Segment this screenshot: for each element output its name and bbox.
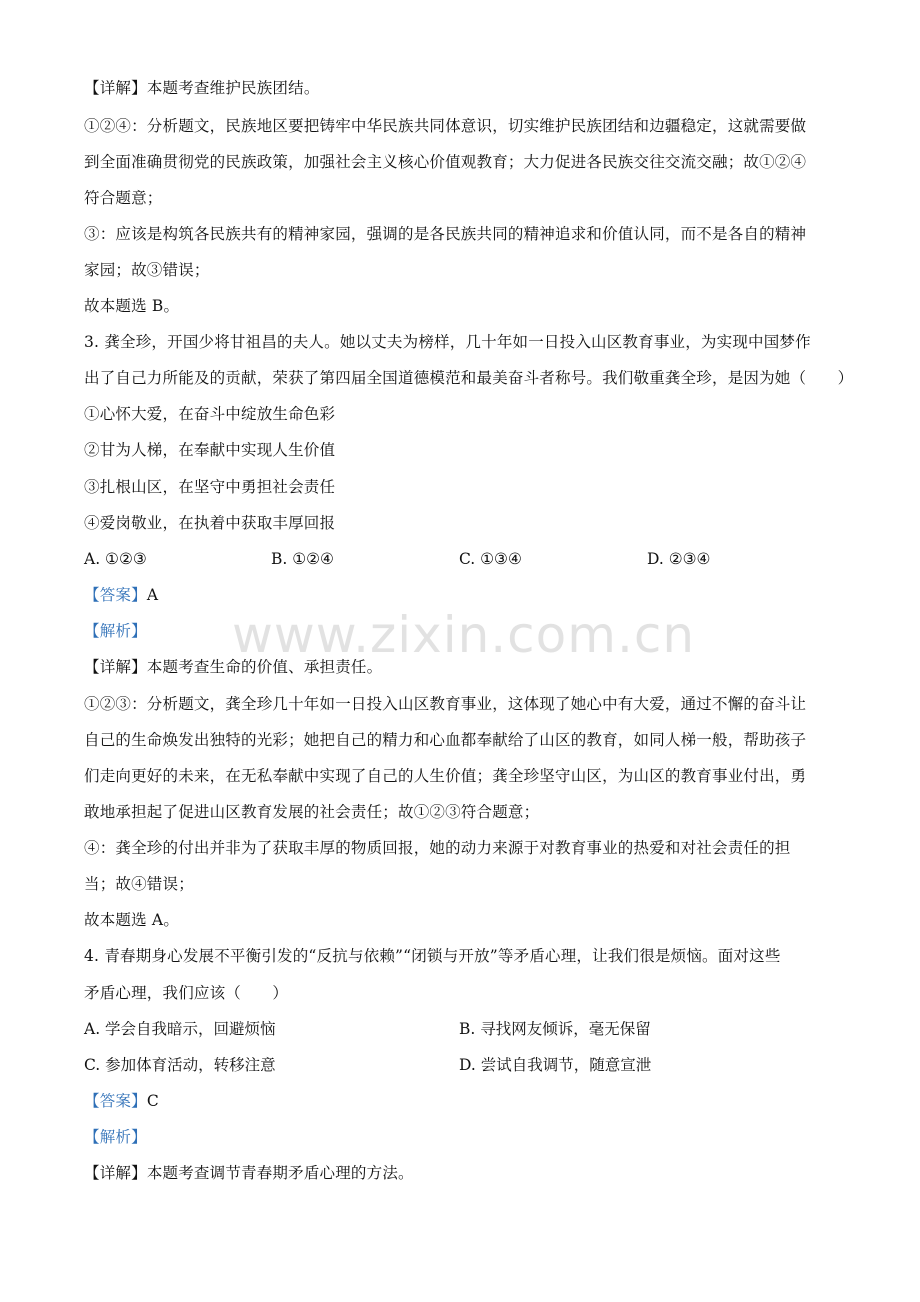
q3-option-a: A. ①②③ xyxy=(84,550,147,568)
q3-item: ③扎根山区，在坚守中勇担社会责任 xyxy=(84,478,336,496)
q3-item: ④爱岗敬业，在执着中获取丰厚回报 xyxy=(84,514,336,532)
q2-analysis-text: ③：应该是构筑各民族共有的精神家园，强调的是各民族共同的精神追求和价值认同，而不是各自的精神 xyxy=(84,225,807,243)
q2-analysis-text: 符合题意； xyxy=(84,189,163,207)
q3-detail-line xyxy=(84,657,382,677)
q3-explanation: 敢地承担起了促进山区教育发展的社会责任；故①②③符合题意； xyxy=(84,803,540,821)
q3-stem: 出了自己力所能及的贡献，荣获了第四届全国道德模范和最美奋斗者称号。我们敬重龚全珍，是因为她（ ） xyxy=(84,369,854,387)
q4-option-d: D. 尝试自我调节，随意宣泄 xyxy=(459,1056,652,1074)
q2-analysis-text: 到全面准确贯彻党的民族政策，加强社会主义核心价值观教育；大力促进各民族交往交流交融；故①②④ xyxy=(84,153,807,171)
detail-text: 本题考查生命的价值、承担责任。 xyxy=(146,658,383,676)
q3-answer-line xyxy=(84,585,158,605)
q3-explanation: 们走向更好的未来，在无私奉献中实现了自己的人生价值；龚全珍坚守山区，为山区的教育事业付出，勇 xyxy=(84,767,807,785)
q3-explanation: ①②③：分析题文，龚全珍几十年如一日投入山区教育事业，这体现了她心中有大爱，通过不懈的奋斗让 xyxy=(84,695,807,713)
q4-stem: 矛盾心理，我们应该（ ） xyxy=(84,984,289,1002)
q3-option-d: D. ②③④ xyxy=(647,550,711,568)
q3-item: ②甘为人梯，在奉献中实现人生价值 xyxy=(84,441,336,459)
q3-option-c: C. ①③④ xyxy=(459,550,522,568)
answer-tag: 【答案】 xyxy=(84,586,147,604)
q4-analysis-line xyxy=(84,1127,147,1147)
q2-detail-line xyxy=(84,78,320,98)
q4-detail-line xyxy=(84,1163,414,1183)
analysis-tag: 【解析】 xyxy=(84,622,147,640)
q3-analysis-line xyxy=(84,621,147,641)
analysis-tag: 【解析】 xyxy=(84,1128,147,1146)
q4-stem: 4. 青春期身心发展不平衡引发的“反抗与依赖”“闭锁与开放”等矛盾心理，让我们很是烦恼。面对这些 xyxy=(84,947,781,965)
q3-explanation: 当；故④错误； xyxy=(84,875,194,893)
q4-option-a: A. 学会自我暗示，回避烦恼 xyxy=(84,1020,276,1038)
q3-item: ①心怀大爱，在奋斗中绽放生命色彩 xyxy=(84,405,336,423)
q4-answer-line xyxy=(84,1091,159,1111)
detail-text: 本题考查维护民族团结。 xyxy=(146,79,320,97)
detail-tag: 【详解】 xyxy=(84,1164,147,1182)
detail-tag: 【详解】 xyxy=(84,658,147,676)
q3-explanation: ④：龚全珍的付出并非为了获取丰厚的物质回报，她的动力来源于对教育事业的热爱和对社会责任的担 xyxy=(84,839,791,857)
q4-option-b: B. 寻找网友倾诉，毫无保留 xyxy=(459,1020,651,1038)
q3-stem: 3. 龚全珍，开国少将甘祖昌的夫人。她以丈夫为榜样，几十年如一日投入山区教育事业，为实现中国梦作 xyxy=(84,333,811,351)
q2-conclusion: 故本题选 B。 xyxy=(84,297,180,315)
detail-text: 本题考查调节青春期矛盾心理的方法。 xyxy=(146,1164,414,1182)
detail-tag: 【详解】 xyxy=(84,79,147,97)
watermark: www.zixin.com.cn xyxy=(232,606,696,664)
answer-tag: 【答案】 xyxy=(84,1092,147,1110)
answer-value: C xyxy=(146,1092,159,1110)
q3-option-b: B. ①②④ xyxy=(271,550,334,568)
q4-option-c: C. 参加体育活动，转移注意 xyxy=(84,1056,276,1074)
q2-analysis-text: ①②④：分析题文，民族地区要把铸牢中华民族共同体意识，切实维护民族团结和边疆稳定，这就需要做 xyxy=(84,117,807,135)
q3-explanation: 自己的生命焕发出独特的光彩；她把自己的精力和心血都奉献给了山区的教育，如同人梯一般，帮助孩子 xyxy=(84,731,807,749)
q2-analysis-text: 家园；故③错误； xyxy=(84,261,210,279)
answer-value: A xyxy=(146,586,159,604)
q3-conclusion: 故本题选 A。 xyxy=(84,911,180,929)
